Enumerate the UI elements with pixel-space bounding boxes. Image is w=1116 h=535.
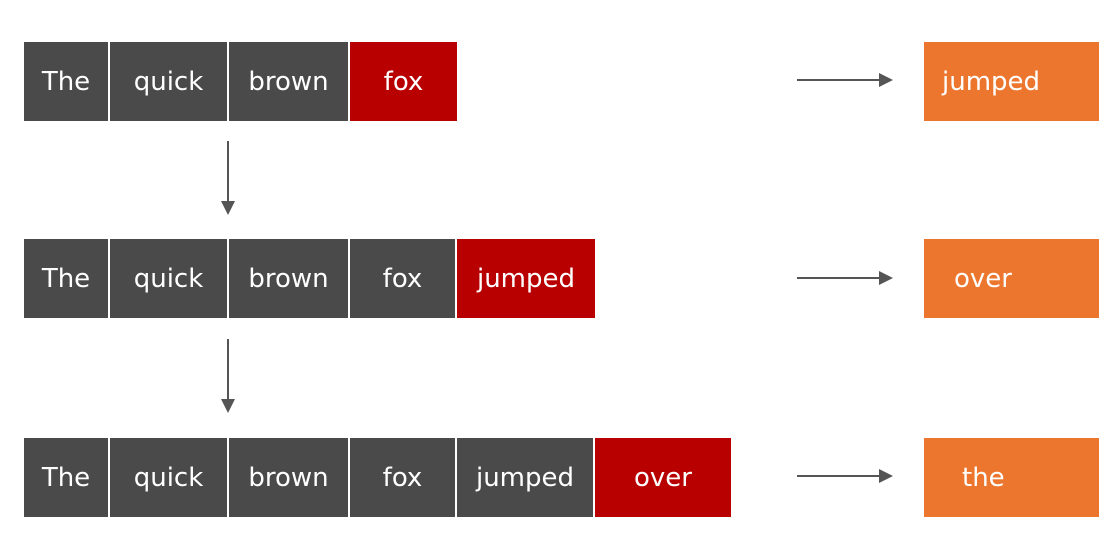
sequence-row-2 (24, 239, 595, 318)
sequence-row-3 (24, 438, 731, 517)
sequence-row-1 (24, 42, 457, 121)
right-arrow-icon (797, 268, 895, 288)
token-quick: quick (110, 239, 229, 318)
token-fox: fox (350, 438, 457, 517)
token-the: The (24, 438, 110, 517)
prediction-output-2: over (924, 239, 1099, 318)
token-quick: quick (110, 438, 229, 517)
token-brown: brown (229, 239, 350, 318)
token-fox-newest: fox (350, 42, 457, 121)
prediction-output-3: the (924, 438, 1099, 517)
down-arrow-icon (218, 339, 238, 415)
token-fox: fox (350, 239, 457, 318)
right-arrow-icon (797, 70, 895, 90)
token-jumped-newest: jumped (457, 239, 595, 318)
token-brown: brown (229, 42, 350, 121)
token-jumped: jumped (457, 438, 595, 517)
prediction-output-1: jumped (924, 42, 1099, 121)
down-arrow-icon (218, 141, 238, 217)
token-the: The (24, 239, 110, 318)
token-brown: brown (229, 438, 350, 517)
right-arrow-icon (797, 466, 895, 486)
token-the: The (24, 42, 110, 121)
token-over-newest: over (595, 438, 731, 517)
token-quick: quick (110, 42, 229, 121)
